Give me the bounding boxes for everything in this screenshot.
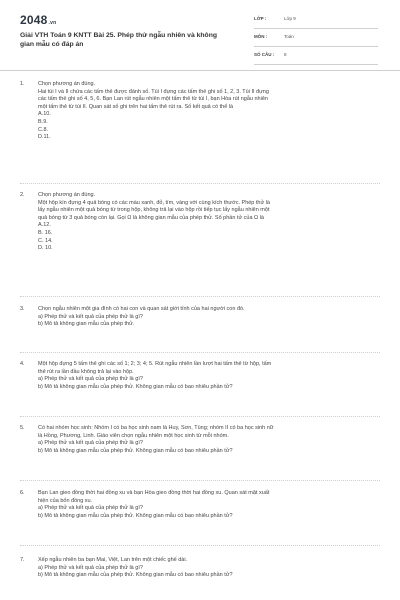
option-text: 9. bbox=[43, 118, 48, 125]
option-text: 14. bbox=[43, 237, 53, 244]
meta-table bbox=[254, 14, 378, 68]
question-line: a) Phép thử và kết quả của phép thử là gì? bbox=[38, 313, 143, 320]
option-text: 10. bbox=[43, 111, 51, 118]
question-4 bbox=[20, 361, 382, 391]
option-letter: C. bbox=[38, 237, 44, 244]
question-body bbox=[38, 306, 382, 329]
question-line: Chọn phương án đúng. bbox=[38, 192, 96, 198]
option-text: 11. bbox=[43, 134, 51, 141]
site-logo[interactable] bbox=[20, 13, 56, 27]
meta-row-subject bbox=[254, 32, 378, 47]
question-line: Xếp ngẫu nhiên ba bạn Mai, Việt, Lan trên một chiếc ghế dài. bbox=[38, 557, 188, 563]
question-body bbox=[38, 361, 382, 391]
question-divider bbox=[20, 416, 380, 417]
question-line: b) Mô tả không gian mẫu của phép thử. Không gian mẫu có bao nhiêu phần tử? bbox=[38, 447, 233, 454]
question-divider bbox=[20, 545, 380, 546]
question-line: Hai túi I và II chứa các tấm thẻ được đánh số. Túi I đựng các tấm thẻ ghi số 1, 2, 3. Túi II đựng bbox=[38, 88, 269, 95]
answer-option[interactable] bbox=[38, 238, 382, 246]
question-line: b) Mô tả không gian mẫu của phép thử. Không gian mẫu có bao nhiêu phần tử? bbox=[38, 512, 233, 519]
question-number: 1. bbox=[20, 81, 25, 87]
question-line: Có hai nhóm học sinh: Nhóm I có ba học sinh nam là Huy, Sơn, Tùng; nhóm II có ba học sinh nữ bbox=[38, 425, 274, 431]
answer-option[interactable] bbox=[38, 127, 382, 135]
option-letter: B. bbox=[38, 229, 44, 236]
question-1 bbox=[20, 81, 382, 142]
question-number: 6. bbox=[20, 490, 25, 496]
option-text: 8. bbox=[43, 126, 49, 133]
answer-option[interactable] bbox=[38, 134, 382, 142]
option-letter: D. bbox=[38, 245, 44, 252]
meta-value: 8 bbox=[284, 52, 287, 57]
question-divider bbox=[20, 480, 380, 481]
option-text: 12. bbox=[43, 222, 51, 229]
logo-text: 2048 bbox=[20, 13, 48, 27]
option-letter: C. bbox=[38, 126, 44, 133]
meta-key: MÔN : bbox=[254, 34, 268, 39]
answer-option[interactable] bbox=[38, 119, 382, 127]
question-divider bbox=[20, 183, 380, 184]
question-line: là Hồng, Phương, Linh. Giáo viên chọn ngẫu nhiên một học sinh từ mỗi nhóm. bbox=[38, 432, 229, 439]
option-text: 10. bbox=[43, 245, 53, 252]
meta-value: Lớp 9 bbox=[284, 16, 296, 21]
answer-option[interactable] bbox=[38, 222, 382, 230]
meta-value: Toán bbox=[284, 34, 294, 39]
question-divider bbox=[20, 352, 380, 353]
question-line: Một hộp kín đựng 4 quả bóng có các màu xanh, đỏ, tím, vàng với cùng kích thước. Phép thử là bbox=[38, 199, 270, 206]
question-body bbox=[38, 192, 382, 253]
question-body bbox=[38, 557, 382, 580]
option-letter: A. bbox=[38, 111, 44, 118]
question-line: b) Mô tả không gian mẫu của phép thử. Không gian mẫu có bao nhiêu phần tử? bbox=[38, 572, 233, 579]
question-divider bbox=[20, 296, 380, 297]
question-line: b) Mô tả không gian mẫu của phép thử. bbox=[38, 321, 135, 328]
question-line: a) Phép thử và kết quả của phép thử là gì? bbox=[38, 505, 143, 512]
question-number: 2. bbox=[20, 192, 25, 198]
question-line: a) Phép thử và kết quả của phép thử là gì? bbox=[38, 564, 143, 571]
option-letter: D. bbox=[38, 134, 44, 141]
answer-option[interactable] bbox=[38, 230, 382, 238]
question-number: 5. bbox=[20, 425, 25, 431]
question-line: a) Phép thử và kết quả của phép thử là gì? bbox=[38, 376, 143, 383]
question-5 bbox=[20, 425, 382, 455]
logo-suffix: .vn bbox=[48, 20, 57, 26]
page-header bbox=[0, 0, 400, 71]
question-number: 7. bbox=[20, 557, 25, 563]
question-number: 4. bbox=[20, 361, 25, 367]
meta-key: SỐ CÂU : bbox=[254, 52, 275, 57]
question-line: Chọn ngẫu nhiên một gia đình có hai con và quan sát giới tính của hai người con đó. bbox=[38, 306, 245, 312]
question-6 bbox=[20, 490, 382, 520]
meta-row-class bbox=[254, 14, 378, 29]
meta-key: LỚP : bbox=[254, 16, 267, 21]
question-line: a) Phép thử và kết quả của phép thử là gì? bbox=[38, 440, 143, 447]
question-line: thẻ rút ra lần đầu không trả lại vào hộp. bbox=[38, 368, 134, 375]
question-body bbox=[38, 425, 382, 455]
question-3 bbox=[20, 306, 382, 329]
question-line: quả bóng từ 3 quả bóng còn lại. Gọi Ω là không gian mẫu của phép thử. Số phần tử của Ω là bbox=[38, 214, 264, 221]
question-7 bbox=[20, 557, 382, 580]
option-text: 16. bbox=[43, 229, 53, 236]
question-line: hiện của bốn đồng xu. bbox=[38, 497, 93, 504]
meta-row-count bbox=[254, 50, 378, 65]
question-body bbox=[38, 490, 382, 520]
question-line: một tấm thẻ từ túi II. Quan sát số ghi trên hai tấm thẻ rút ra. Số kết quả có thể là bbox=[38, 103, 234, 110]
answer-option[interactable] bbox=[38, 111, 382, 119]
page-title: Giải VTH Toán 9 KNTT Bài 25. Phép thử ngẫu nhiên và không gian mẫu có đáp án bbox=[20, 32, 218, 48]
question-line: lấy ngẫu nhiên một quả bóng từ trong hộp, không trả lại vào hộp rồi tiếp tục lấy ngẫu nhiên một bbox=[38, 207, 270, 214]
question-number: 3. bbox=[20, 306, 25, 312]
question-line: Bạn Lan gieo đồng thời hai đồng xu và bạn Hòa gieo đồng thời hai đồng xu. Quan sát mặt xuất bbox=[38, 490, 270, 496]
question-line: b) Mô tả không gian mẫu của phép thử. Không gian mẫu có bao nhiêu phần tử? bbox=[38, 383, 233, 390]
option-letter: A. bbox=[38, 222, 44, 229]
question-line: các tấm thẻ ghi số 4, 5, 6. Bạn Lan rút ngẫu nhiên một tấm thẻ từ túi I, bạn Hòa rút ngẫu nhiên bbox=[38, 96, 268, 103]
question-body bbox=[38, 81, 382, 142]
answer-option[interactable] bbox=[38, 245, 382, 253]
question-line: Chọn phương án đúng. bbox=[38, 81, 96, 87]
question-line: Một hộp đựng 5 tấm thẻ ghi các số 1; 2; 3; 4; 5. Rút ngẫu nhiên lần lượt hai tấm thẻ từ hộp, tấm bbox=[38, 361, 272, 367]
option-letter: B. bbox=[38, 118, 44, 125]
question-2 bbox=[20, 192, 382, 253]
